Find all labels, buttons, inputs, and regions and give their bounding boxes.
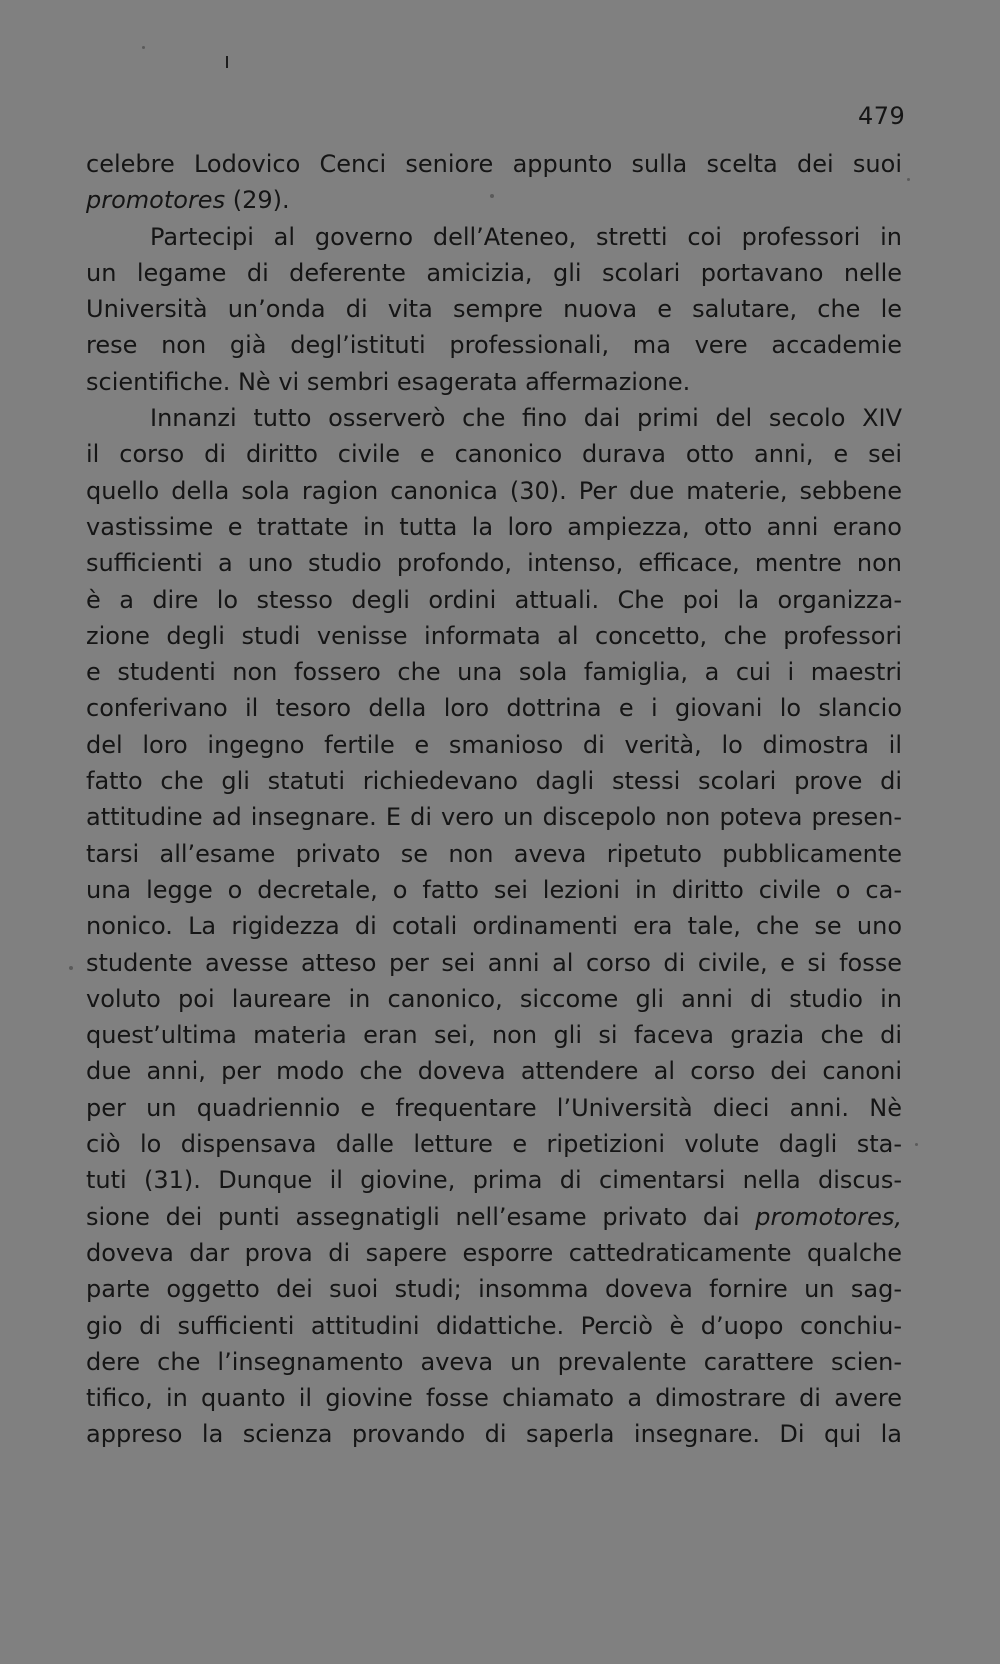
text-line-18: fatto che gli statuti richiedevano dagli stessi scolari prove di — [86, 767, 902, 796]
text-line-12: sufficienti a uno studio profondo, intenso, efficace, mentre non — [86, 549, 902, 578]
text-line-31: doveva dar prova di sapere esporre cattedraticamente qualche — [86, 1238, 902, 1267]
text-line-25: quest’ultima materia eran sei, non gli si faceva grazia che di — [86, 1021, 902, 1050]
text-line-19: attitudine ad insegnare. E di vero un discepolo non poteva presen- — [86, 803, 902, 832]
latin-term: promotores, — [755, 1202, 902, 1231]
text-line-14: zione degli studi venisse informata al concetto, che professori — [86, 621, 902, 650]
text-line-36: appreso la scienza provando di saperla insegnare. Di qui la — [86, 1420, 902, 1449]
text-span: sione dei punti assegnatigli nell’esame privato dai — [86, 1202, 756, 1231]
text-line-28: ciò lo dispensava dalle letture e ripetizioni volute dagli sta- — [86, 1130, 902, 1159]
text-line-5: Università un’onda di vita sempre nuova e salutare, che le — [86, 295, 902, 324]
text-line-20: tarsi all’esame privato se non aveva ripetuto pubblicamente — [86, 839, 902, 868]
scan-speck — [69, 966, 73, 970]
text-line-26: due anni, per modo che doveva attendere al corso dei canoni — [86, 1057, 902, 1086]
text-line-17: del loro ingegno fertile e smanioso di verità, lo dimostra il — [86, 730, 902, 759]
text-line-4: un legame di deferente amicizia, gli scolari portavano nelle — [86, 258, 902, 287]
text-line-9: il corso di diritto civile e canonico durava otto anni, e sei — [86, 440, 902, 469]
text-line-15: e studenti non fossero che una sola famiglia, a cui i maestri — [86, 658, 902, 687]
text-line-3: Partecipi al governo dell’Ateneo, stretti coi professori in — [150, 222, 902, 251]
text-line-29: tuti (31). Dunque il giovine, prima di cimentarsi nella discus- — [86, 1166, 902, 1195]
text-line-24: voluto poi laureare in canonico, siccome gli anni di studio in — [86, 984, 902, 1013]
text-line-1: celebre Lodovico Cenci seniore appunto sulla scelta dei suoi — [86, 150, 902, 178]
text-line-2 — [86, 182, 348, 218]
text-line-16: conferivano il tesoro della loro dottrina e i giovani lo slancio — [86, 694, 902, 723]
page-number: 479 — [858, 102, 906, 130]
text-line-7: scientifiche. Nè vi sembri esagerata affermazione. — [86, 367, 691, 396]
text-line-35: tifico, in quanto il giovine fosse chiamato a dimostrare di avere — [86, 1384, 902, 1413]
text-line-21: una legge o decretale, o fatto sei lezioni in diritto civile o ca- — [86, 875, 902, 904]
text-line-6: rese non già degl’istituti professionali, ma vere accademie — [86, 331, 902, 360]
scan-speck — [142, 46, 145, 49]
scan-speck — [490, 194, 494, 198]
text-line-27: per un quadriennio e frequentare l’Università dieci anni. Nè — [86, 1093, 902, 1122]
text-line-13: è a dire lo stesso degli ordini attuali. Che poi la organizza- — [86, 585, 902, 614]
text-line-8: Innanzi tutto osserverò che fino dai primi del secolo XIV — [150, 404, 902, 433]
text-line-34: dere che l’insegnamento aveva un prevalente carattere scien- — [86, 1347, 902, 1376]
text-line-30 — [86, 1199, 902, 1235]
latin-term: promotores — [86, 186, 226, 215]
body-text — [86, 146, 902, 1453]
scan-speck — [907, 178, 910, 181]
text-line-10: quello della sola ragion canonica (30). Per due materie, sebbene — [86, 476, 902, 505]
text-line-22: nonico. La rigidezza di cotali ordinamenti era tale, che se uno — [86, 912, 902, 941]
text-line-33: gio di sufficienti attitudini didattiche. Perciò è d’uopo conchiu- — [86, 1311, 902, 1340]
text-line-11: vastissime e trattate in tutta la loro ampiezza, otto anni erano — [86, 512, 902, 541]
text-line-23: studente avesse atteso per sei anni al corso di civile, e si fosse — [86, 948, 902, 977]
scan-speck — [915, 1143, 918, 1146]
text-line-32: parte oggetto dei suoi studi; insomma doveva fornire un sag- — [86, 1275, 902, 1304]
stray-scan-mark — [226, 56, 228, 68]
footnote-reference: (29). — [225, 186, 290, 215]
